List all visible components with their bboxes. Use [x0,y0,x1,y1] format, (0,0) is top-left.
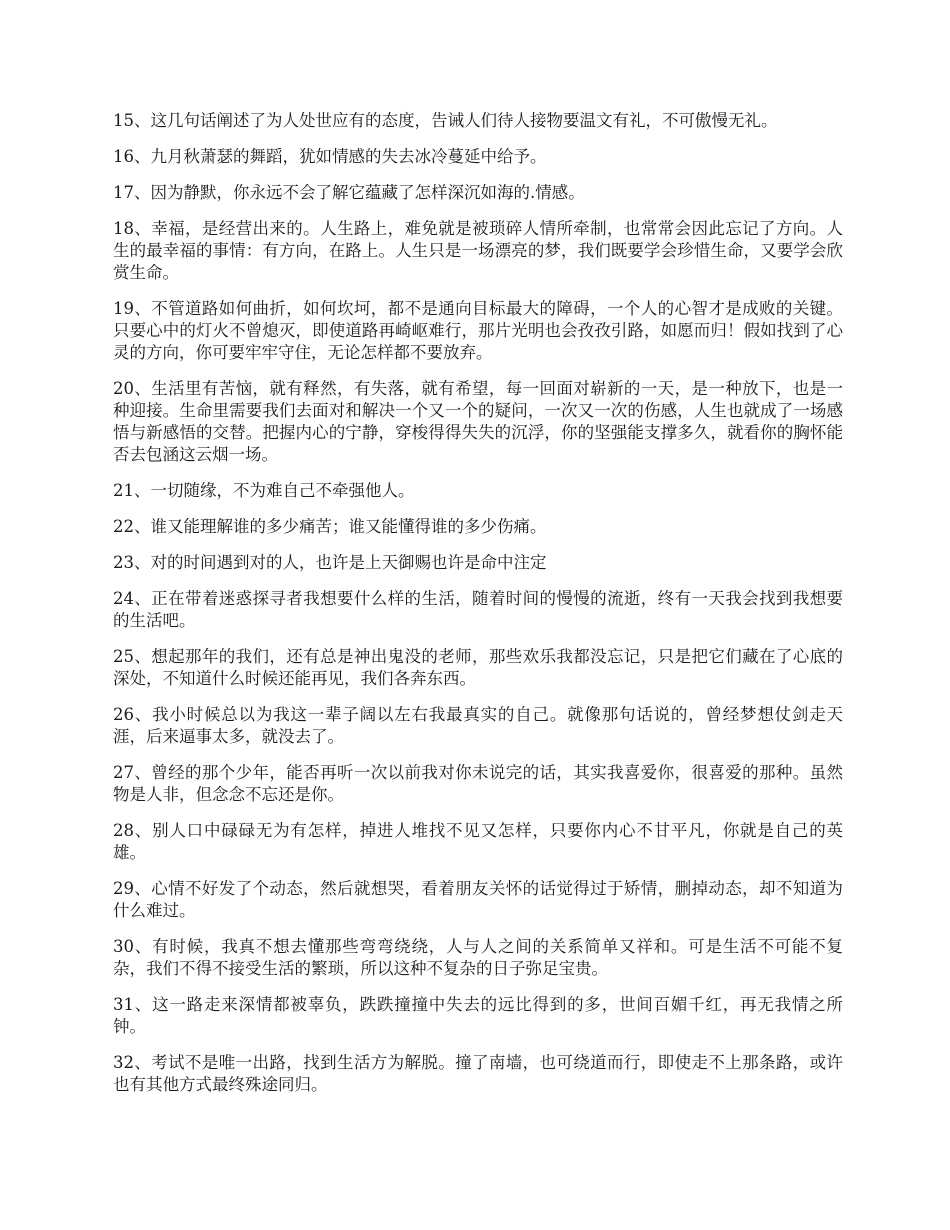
paragraph-19: 19、不管道路如何曲折，如何坎坷，都不是通向目标最大的障碍，一个人的心智才是成败的关键。只要心中的灯火不曾熄灭，即使道路再崎岖难行，那片光明也会孜孜引路，如愿而归！假如找到了心灵的方向，你可要牢牢守住，无论怎样都不要放弃。 [113,299,843,362]
paragraph-18: 18、幸福，是经营出来的。人生路上，难免就是被琐碎人情所牵制，也常常会因此忘记了方向。人生的最幸福的事情：有方向，在路上。人生只是一场漂亮的梦，我们既要学会珍惜生命，又要学会欣赏生命。 [113,219,843,282]
paragraph-17: 17、因为静默，你永远不会了解它蕴藏了怎样深沉如海的.情感。 [113,183,585,202]
paragraph-22: 22、谁又能理解谁的多少痛苦；谁又能懂得谁的多少伤痛。 [113,517,547,536]
paragraph-20: 20、生活里有苦恼，就有释然，有失落，就有希望，每一回面对崭新的一天，是一种放下，也是一种迎接。生命里需要我们去面对和解决一个又一个的疑问，一次又一次的伤感，人生也就成了一场感悟与新感悟的交替。把握内心的宁静，穿梭得得失失的沉浮，你的坚强能支撑多久，就看你的胸怀能否去包涵这云烟一场。 [113,379,843,464]
paragraph-26: 26、我小时候总以为我这一辈子阔以左右我最真实的自己。就像那句话说的，曾经梦想仗剑走天涯，后来逼事太多，就没去了。 [113,705,843,746]
paragraph-32: 32、考试不是唯一出路，找到生活方为解脱。撞了南墙，也可绕道而行，即使走不上那条路，或许也有其他方式最终殊途同归。 [113,1053,843,1094]
paragraph-31: 31、这一路走来深情都被辜负，跌跌撞撞中失去的远比得到的多，世间百媚千红，再无我情之所钟。 [113,995,843,1036]
paragraph-30: 30、有时候，我真不想去懂那些弯弯绕绕，人与人之间的关系简单又祥和。可是生活不可能不复杂，我们不得不接受生活的繁琐，所以这种不复杂的日子弥足宝贵。 [113,937,843,978]
paragraph-24: 24、正在带着迷惑探寻者我想要什么样的生活，随着时间的慢慢的流逝，终有一天我会找到我想要的生活吧。 [113,589,843,630]
paragraph-28: 28、别人口中碌碌无为有怎样，掉进人堆找不见又怎样，只要你内心不甘平凡，你就是自己的英雄。 [113,821,843,862]
paragraph-29: 29、心情不好发了个动态，然后就想哭，看着朋友关怀的话觉得过于矫情，删掉动态，却不知道为什么难过。 [113,879,843,920]
paragraph-23: 23、对的时间遇到对的人，也许是上天御赐也许是命中注定 [113,553,547,572]
document-body [113,110,843,1110]
paragraph-25: 25、想起那年的我们，还有总是神出鬼没的老师，那些欢乐我都没忘记，只是把它们藏在了心底的深处，不知道什么时候还能再见，我们各奔东西。 [113,647,843,688]
paragraph-21: 21、一切随缘，不为难自己不牵强他人。 [113,481,415,500]
paragraph-27: 27、曾经的那个少年，能否再听一次以前我对你未说完的话，其实我喜爱你，很喜爱的那种。虽然物是人非，但念念不忘还是你。 [113,763,843,804]
paragraph-15: 15、这几句话阐述了为人处世应有的态度，告诫人们待人接物要温文有礼，不可傲慢无礼。 [113,111,778,130]
paragraph-16: 16、九月秋萧瑟的舞蹈，犹如情感的失去冰冷蔓延中给予。 [113,147,547,166]
